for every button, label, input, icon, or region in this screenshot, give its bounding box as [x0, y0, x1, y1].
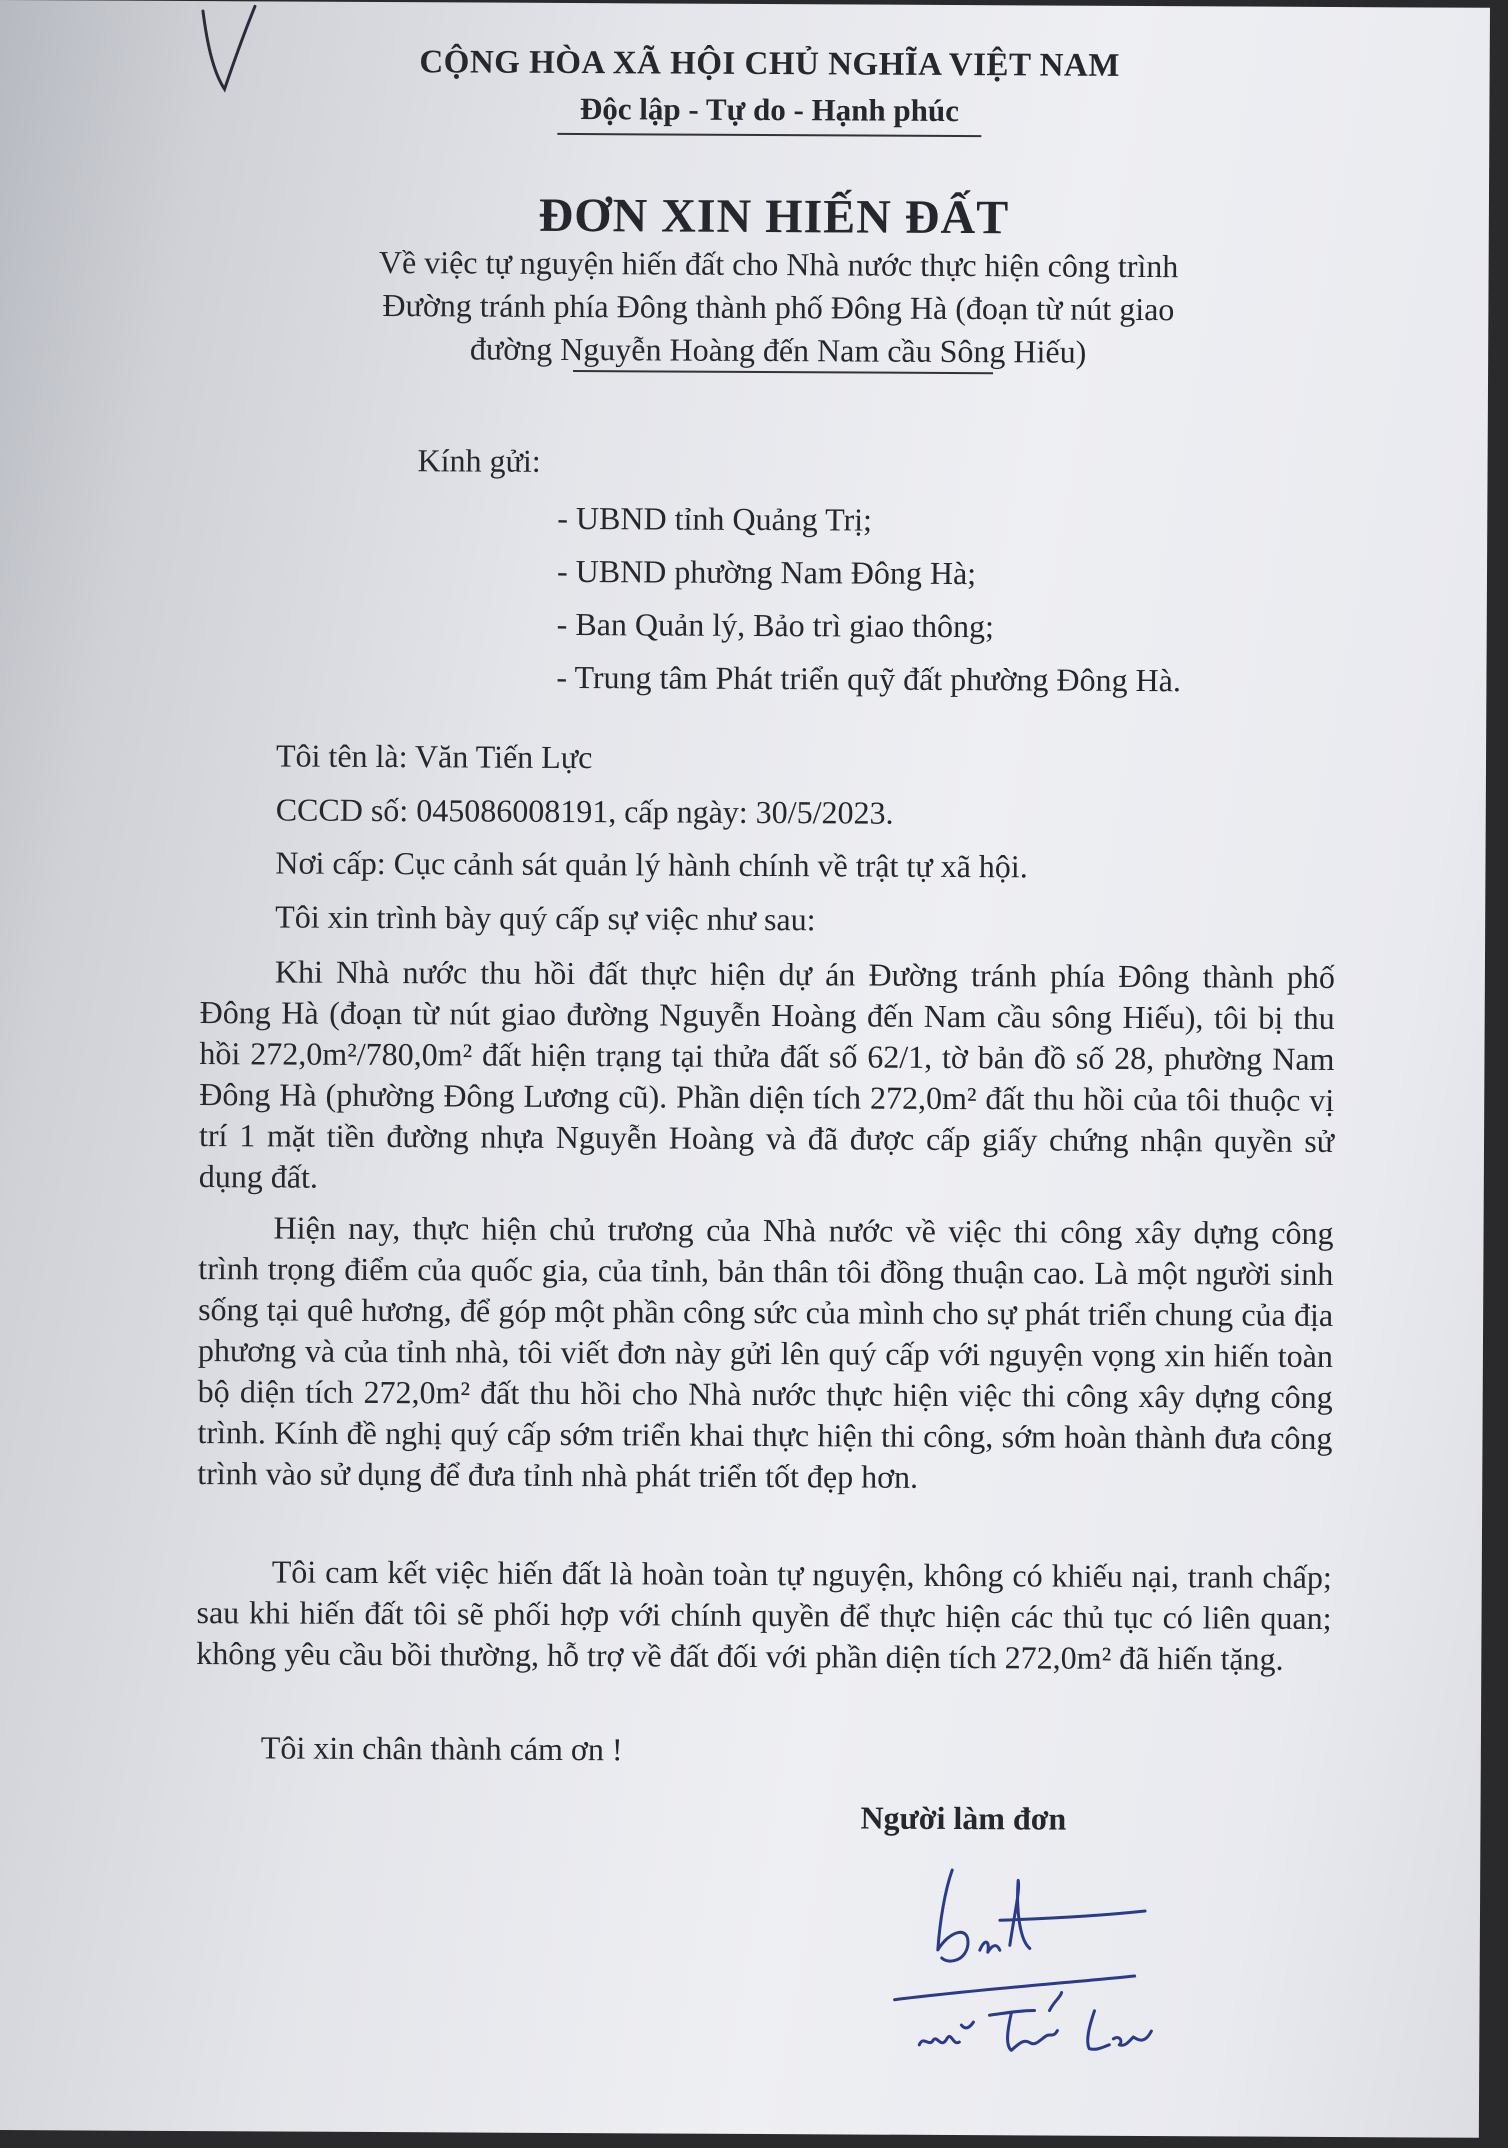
body-paragraph: Tôi cam kết việc hiến đất là hoàn toàn tự nguyện, không có khiếu nại, tranh chấp; sau khi hiến đất tôi sẽ phối hợp với chính quyền để thực hiện các thủ tục có liên quan; không yêu cầu bồi thường, hỗ trợ về đất đối với phần diện tích 272,0m² đã hiến tặng.	[196, 1553, 1332, 1677]
national-motto: Độc lập - Tự do - Hạnh phúc	[579, 91, 959, 129]
document-title: ĐƠN XIN HIẾN ĐẤT	[538, 188, 1010, 245]
subject-underline	[573, 370, 993, 374]
applicant-id: CCCD số: 045086008191, cấp ngày: 30/5/2023.	[275, 791, 894, 831]
recipient-item: - UBND tỉnh Quảng Trị;	[557, 499, 873, 538]
applicant-name: Tôi tên là: Văn Tiến Lực	[275, 737, 593, 776]
body-intro: Tôi xin trình bày quý cấp sự việc như sau:	[275, 898, 816, 938]
subject-line: Đường tránh phía Đông thành phố Đông Hà (đoạn từ nút giao	[382, 287, 1175, 328]
body-paragraph: Hiện nay, thực hiện chủ trương của Nhà nước về việc thi công xây dựng công trình trọng điểm của quốc gia, của tỉnh, bản thân tôi đồng thuận cao. Là một người sinh sống tại quê hương, để góp một phần công sức của mình cho sự phát triển chung của địa phương và của tỉnh nhà, tôi viết đơn này gửi lên quý cấp với nguyện vọng xin hiến toàn bộ diện tích 272,0m² đất thu hồi cho Nhà nước thực hiện việc thi công xây dựng công trình. Kính đề nghị quý cấp sớm triển khai thực hiện thi công, sớm hoàn thành đưa công trình vào sử dụng để đưa tỉnh nhà phát triển tốt đẹp hơn.	[197, 1209, 1334, 1495]
body-paragraph: Khi Nhà nước thu hồi đất thực hiện dự án Đường tránh phía Đông thành phố Đông Hà (đoạn từ nút giao đường Nguyễn Hoàng đến Nam cầu sông Hiếu), tôi bị thu hồi 272,0m²/780,0m² đất hiện trạng tại thửa đất số 62/1, tờ bản đồ số 28, phường Nam Đông Hà (phường Đông Lương cũ). Phần diện tích 272,0m² đất thu hồi của tôi thuộc vị trí 1 mặt tiền đường nhựa Nguyễn Hoàng và đã được cấp giấy chứng nhận quyền sử dụng đất.	[198, 953, 1335, 1195]
motto-underline	[557, 133, 981, 137]
recipients-label: Kính gửi:	[417, 442, 541, 479]
subject-line: Về việc tự nguyện hiến đất cho Nhà nước thực hiện công trình	[378, 243, 1179, 285]
recipient-item: - Trung tâm Phát triển quỹ đất phường Đông Hà.	[556, 658, 1182, 699]
recipient-item: - Ban Quản lý, Bảo trì giao thông;	[556, 605, 995, 645]
closing-line: Tôi xin chân thành cám ơn !	[260, 1729, 623, 1768]
handwritten-check-mark	[194, 1, 265, 101]
national-title: CỘNG HÒA XÃ HỘI CHỦ NGHĨA VIỆT NAM	[419, 44, 1121, 84]
recipient-item: - UBND phường Nam Đông Hà;	[556, 552, 977, 592]
handwritten-signature	[889, 1850, 1220, 2072]
signer-role: Người làm đơn	[860, 1799, 1067, 1837]
subject-line: đường Nguyễn Hoàng đến Nam cầu Sông Hiếu)	[469, 330, 1087, 370]
id-issued-by: Nơi cấp: Cục cảnh sát quản lý hành chính về trật tự xã hội.	[275, 844, 1028, 885]
